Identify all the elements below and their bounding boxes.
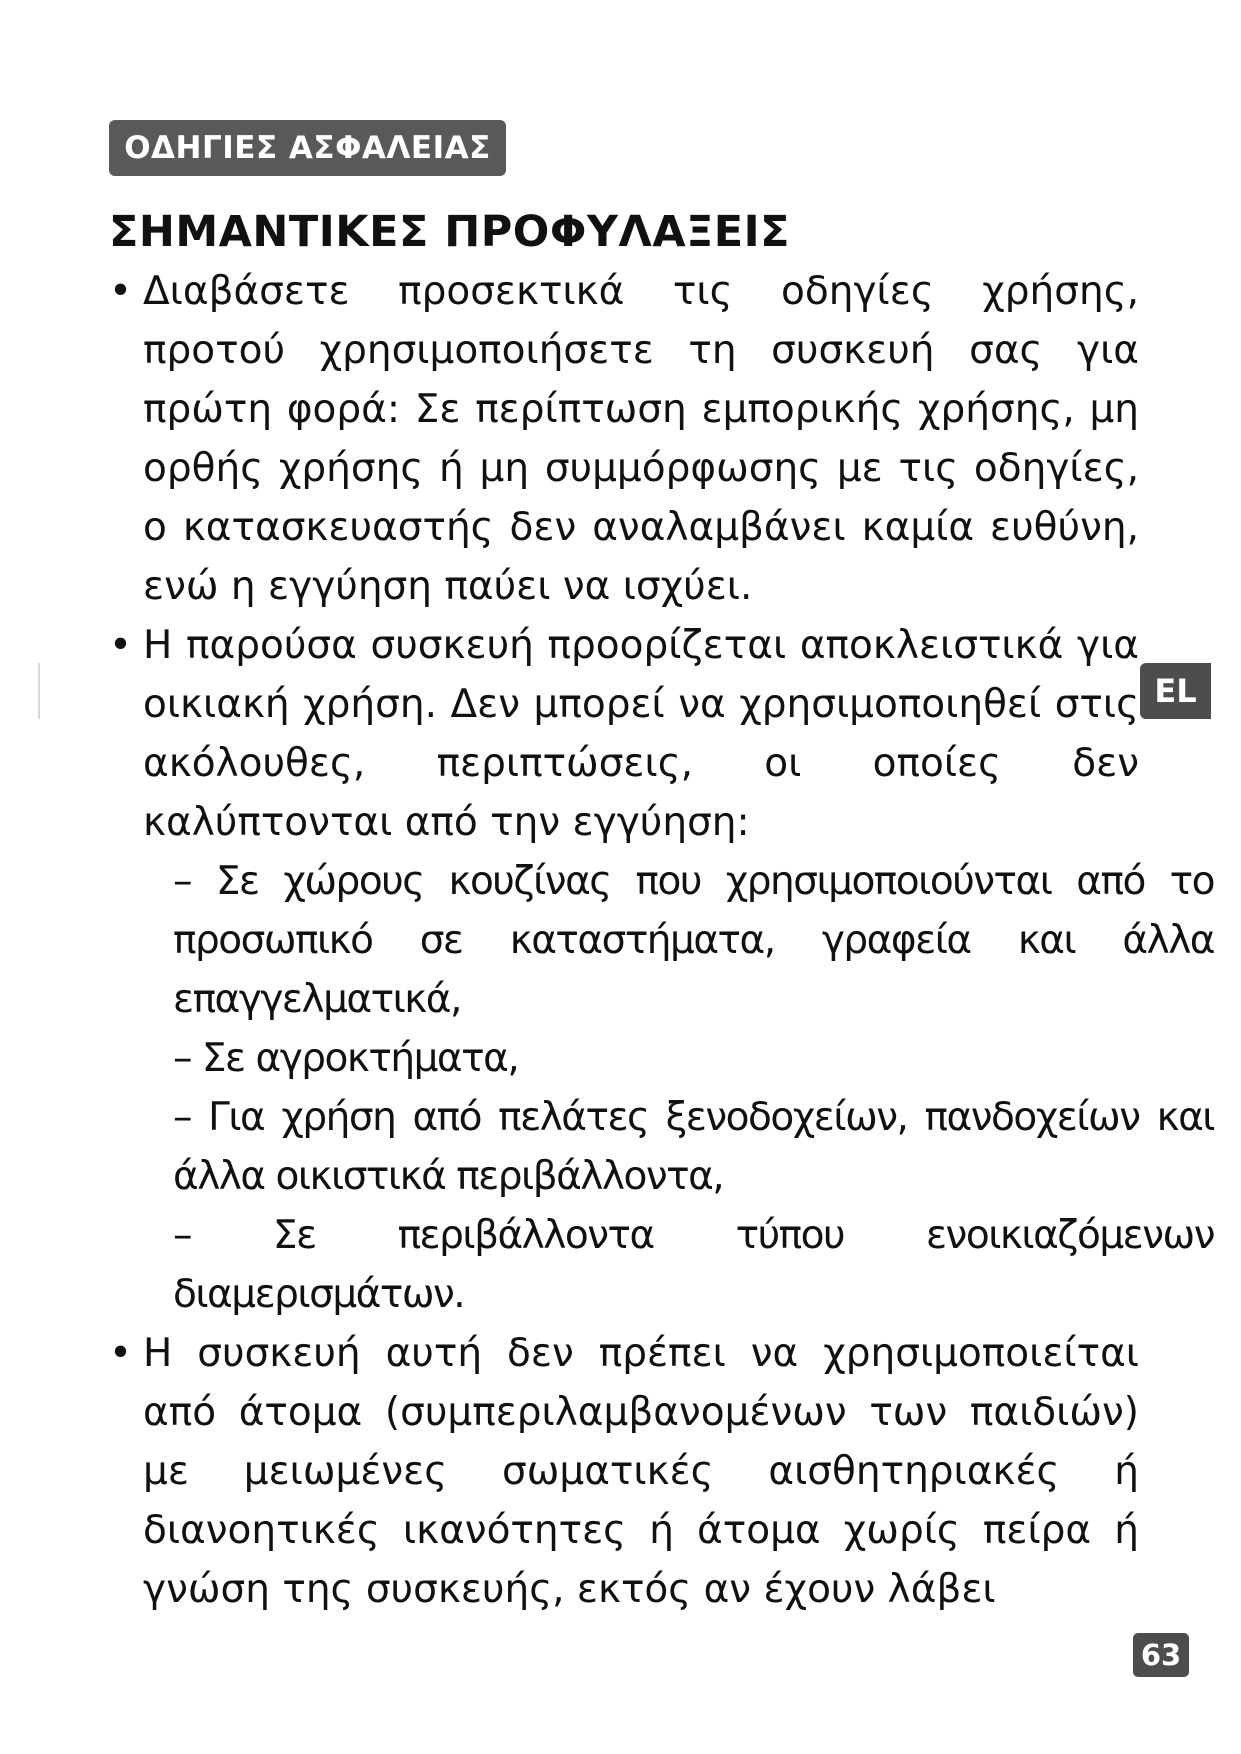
page-title: ΣΗΜΑΝΤΙΚΕΣ ΠΡΟΦΥΛΑΞΕΙΣ xyxy=(109,207,791,257)
margin-mark xyxy=(38,663,40,719)
language-tab: EL xyxy=(1140,663,1211,719)
bullet-item xyxy=(109,616,1139,852)
sub-item: – Σε χώρους κουζίνας που χρησιμοποιούνται από το προσωπικό σε καταστήματα, γραφεία και άλλα επαγγελματικά, xyxy=(173,859,1214,1022)
page-number: 63 xyxy=(1133,1633,1189,1677)
sub-item: – Σε αγροκτήματα, xyxy=(173,1036,519,1081)
bullet-text: Η συσκευή αυτή δεν πρέπει να χρησιμοποιείται από άτομα (συμπεριλαμβανομένων των παιδιών) με μειωμένες σωματικές αισθητηριακές ή διανοητικές ικανότητες ή άτομα χωρίς πείρα ή γνώση της συσκευής, εκτός αν έχουν λάβει xyxy=(143,1331,1139,1612)
bullet-item xyxy=(109,262,1139,616)
section-badge: ΟΔΗΓΙΕΣ ΑΣΦΑΛΕΙΑΣ xyxy=(109,120,506,176)
bullet-dot: • xyxy=(109,1331,133,1376)
bullet-dot: • xyxy=(109,269,133,314)
sub-item: – Σε περιβάλλοντα τύπου ενοικιαζόμενων διαμερισμάτων. xyxy=(173,1213,1214,1317)
sub-list xyxy=(109,852,1214,1324)
sub-item: – Για χρήση από πελάτες ξενοδοχείων, πανδοχείων και άλλα οικιστικά περιβάλλοντα, xyxy=(173,1095,1214,1199)
bullet-item xyxy=(109,1324,1139,1619)
bullet-dot: • xyxy=(109,623,133,668)
bullet-text: Η παρούσα συσκευή προορίζεται αποκλειστικά για οικιακή χρήση. Δεν μπορεί να χρησιμοποιηθεί στις ακόλουθες, περιπτώσεις, οι οποίες δεν καλύπτονται από την εγγύηση: xyxy=(143,623,1139,845)
bullet-text: Διαβάσετε προσεκτικά τις οδηγίες χρήσης, προτού χρησιμοποιήσετε τη συσκευή σας για πρώτη φορά: Σε περίπτωση εμπορικής χρήσης, μη ορθής χρήσης ή μη συμμόρφωσης με τις οδηγίες, ο κατασκευαστής δεν αναλαμβάνει καμία ευθύνη, ενώ η εγγύηση παύει να ισχύει. xyxy=(143,269,1139,609)
